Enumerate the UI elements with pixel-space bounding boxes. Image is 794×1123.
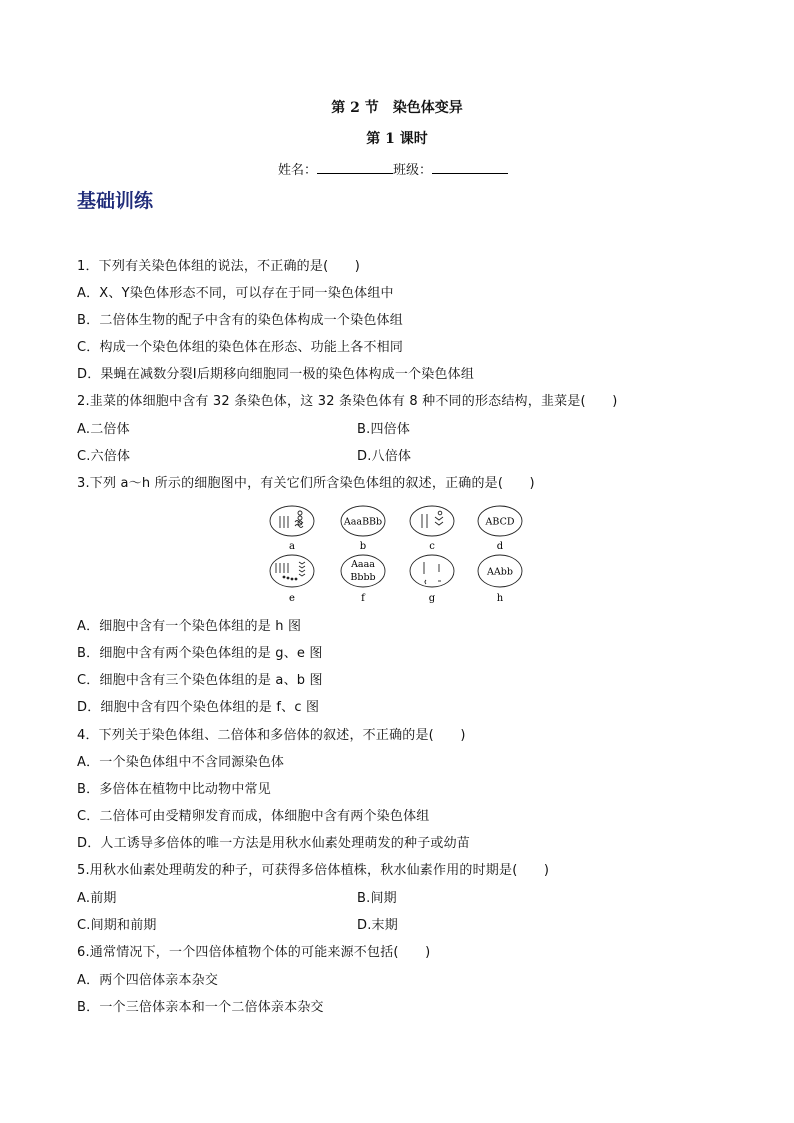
q3-option-b: B．细胞中含有两个染色体组的是 g、e 图	[77, 646, 323, 661]
cell-a-chromosomes	[280, 511, 303, 528]
cell-g-label: g	[428, 593, 436, 604]
q1-option-b: B．二倍体生物的配子中含有的染色体构成一个染色体组	[77, 313, 403, 328]
q5-option-d: D.末期	[357, 918, 398, 933]
q5-option-b: B.间期	[357, 891, 397, 906]
q1-option-a: A．X、Y染色体形态不同，可以存在于同一染色体组中	[77, 286, 394, 301]
cell-f-label: f	[361, 593, 365, 604]
cell-d-text: ABCD	[485, 516, 515, 528]
cell-g-outline	[410, 555, 454, 587]
cell-c-label: c	[429, 541, 435, 552]
cell-e-label: e	[289, 593, 295, 604]
cell-f-text-line1: Aaaa	[351, 559, 375, 570]
q2-option-b: B.四倍体	[357, 422, 411, 437]
q2-option-d: D.八倍体	[357, 449, 412, 464]
cell-d-label: d	[496, 541, 504, 552]
q6-option-b: B．一个三倍体亲本和一个二倍体亲本杂交	[77, 1000, 324, 1015]
section-title: 基础训练	[77, 190, 154, 212]
q1-option-d: D．果蝇在减数分裂Ⅰ后期移向细胞同一极的染色体构成一个染色体组	[77, 367, 475, 382]
question-5-stem: 5.用秋水仙素处理萌发的种子，可获得多倍体植株，秋水仙素作用的时期是( )	[77, 863, 550, 878]
cell-figure	[262, 500, 532, 606]
q6-option-a: A．两个四倍体亲本杂交	[77, 973, 219, 988]
cell-b-text: AaaBBb	[343, 516, 383, 528]
q3-option-a: A．细胞中含有一个染色体组的是 h 图	[77, 619, 302, 634]
cell-g-chromosomes	[424, 562, 441, 584]
cell-h-label: h	[496, 593, 504, 604]
q4-option-a: A．一个染色体组中不含同源染色体	[77, 755, 285, 770]
q5-option-c: C.间期和前期	[77, 918, 157, 933]
class-label: 班级：	[393, 163, 433, 178]
q4-option-d: D．人工诱导多倍体的唯一方法是用秋水仙素处理萌发的种子或幼苗	[77, 836, 471, 851]
name-field[interactable]	[317, 161, 393, 174]
cell-e-dots	[283, 576, 298, 581]
q2-option-a: A.二倍体	[77, 422, 130, 437]
q4-option-c: C．二倍体可由受精卵发育而成，体细胞中含有两个染色体组	[77, 809, 430, 824]
q1-option-c: C．构成一个染色体组的染色体在形态、功能上各不相同	[77, 340, 404, 355]
question-3-stem: 3.下列 a～h 所示的细胞图中，有关它们所含染色体组的叙述，正确的是( )	[77, 476, 535, 491]
cell-b-label: b	[359, 541, 367, 552]
lesson-subtitle: 第 1 课时	[366, 131, 428, 147]
q2-option-c: C.六倍体	[77, 449, 131, 464]
question-2-stem: 2.韭菜的体细胞中含有 32 条染色体，这 32 条染色体有 8 种不同的形态结构，韭菜是( )	[77, 394, 618, 409]
cell-c-chromosomes	[422, 511, 443, 528]
page-title: 第 2 节 染色体变异	[331, 100, 463, 116]
q3-option-d: D．细胞中含有四个染色体组的是 f、c 图	[77, 700, 320, 715]
cell-e-outline	[270, 555, 314, 587]
q4-option-b: B．多倍体在植物中比动物中常见	[77, 782, 271, 797]
cell-c-outline	[410, 506, 454, 536]
question-6-stem: 6.通常情况下，一个四倍体植物个体的可能来源不包括( )	[77, 945, 431, 960]
name-class-bar	[278, 159, 508, 178]
cell-a-label: a	[289, 541, 295, 552]
cell-h-text: AAbb	[487, 566, 513, 578]
cell-a-outline	[270, 506, 314, 536]
q3-option-c: C．细胞中含有三个染色体组的是 a、b 图	[77, 673, 323, 688]
question-4-stem: 4．下列关于染色体组、二倍体和多倍体的叙述，不正确的是( )	[77, 728, 466, 743]
cell-f-text-line2: Bbbb	[350, 572, 376, 583]
question-1-stem: 1．下列有关染色体组的说法，不正确的是( )	[77, 259, 361, 274]
class-field[interactable]	[432, 161, 508, 174]
cell-e-chromosomes	[276, 562, 305, 576]
name-label: 姓名：	[278, 163, 318, 178]
q5-option-a: A.前期	[77, 891, 117, 906]
